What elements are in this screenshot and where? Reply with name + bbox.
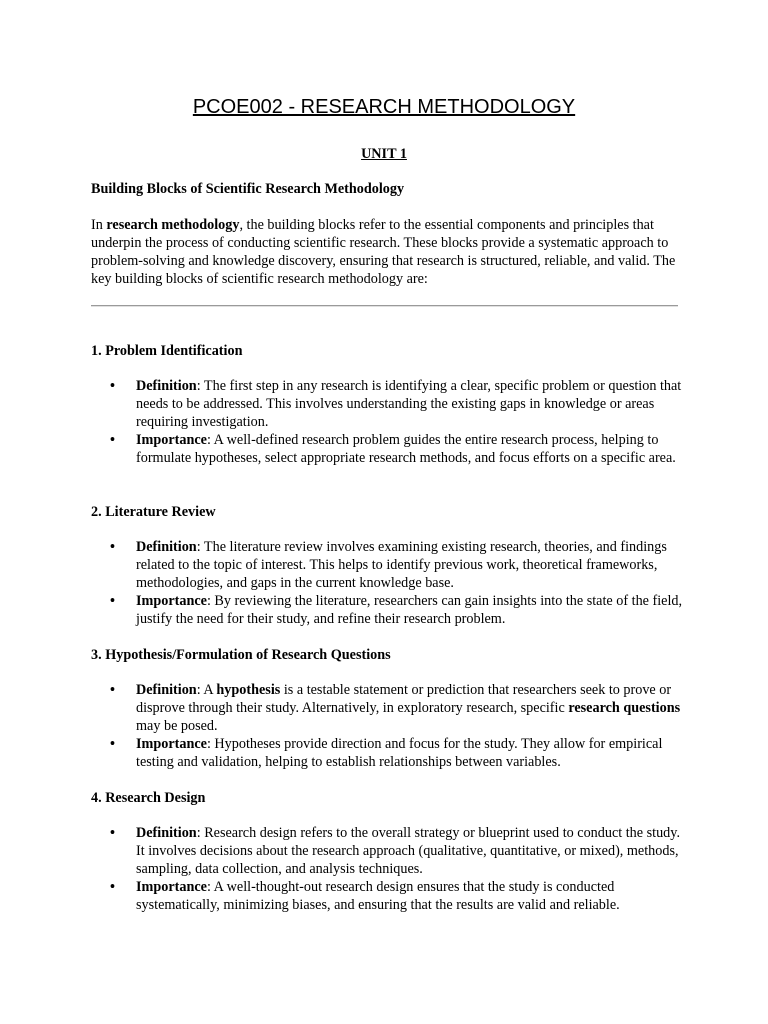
unit-label: UNIT 1: [361, 146, 407, 162]
definition-text-part-3: may be posed.: [136, 718, 218, 734]
section-3-list: [110, 681, 684, 771]
section-heading-research-design: 4. Research Design: [91, 790, 206, 806]
definition-text: : Research design refers to the overall strategy or blueprint used to conduct the study. It involves decisions about the research approach (qualitative, quantitative, or mixed), methods, sampling, data collection, and analysis techniques.: [136, 825, 680, 877]
intro-paragraph: [91, 216, 681, 288]
definition-label: Definition: [136, 825, 197, 841]
hypothesis-term: hypothesis: [216, 682, 281, 698]
horizontal-rule: [91, 305, 678, 307]
definition-label: Definition: [136, 682, 197, 698]
document-title: PCOE002 - RESEARCH METHODOLOGY: [192, 96, 576, 118]
list-item: [110, 431, 684, 467]
bullet-icon: •: [110, 378, 115, 394]
research-questions-term: research questions: [568, 700, 681, 716]
section-4-list: [110, 824, 684, 914]
section-heading-problem-identification: 1. Problem Identification: [91, 343, 243, 359]
list-item: [110, 824, 684, 878]
intro-text: , the building blocks refer to the essential components and principles that underpin the process of conducting scientific research. These blocks provide a systematic approach to problem-solving and knowledge discovery, ensuring that research is structured, reliable, and valid. The key building blocks of scientific research methodology are:: [91, 217, 676, 287]
list-item: [110, 377, 684, 431]
intro-prefix: In: [91, 217, 107, 233]
section-heading-hypothesis: 3. Hypothesis/Formulation of Research Questions: [91, 647, 391, 663]
importance-text: : A well-defined research problem guides the entire research process, helping to formulate hypotheses, select appropriate research methods, and focus efforts on a specific area.: [136, 432, 676, 466]
importance-text: : Hypotheses provide direction and focus for the study. They allow for empirical testing and validation, helping to establish relationships between variables.: [136, 736, 663, 770]
list-item: [110, 735, 684, 771]
definition-text: : The first step in any research is identifying a clear, specific problem or question that needs to be addressed. This involves understanding the existing gaps in knowledge or areas requiring investigation.: [136, 378, 682, 430]
bullet-icon: •: [110, 682, 115, 698]
intro-bold-term: research methodology: [106, 217, 240, 233]
bullet-icon: •: [110, 736, 115, 752]
bullet-icon: •: [110, 432, 115, 448]
importance-label: Importance: [136, 879, 207, 895]
definition-text-part-2: is a testable statement or prediction that researchers seek to prove or disprove through their study. Alternatively, in exploratory research, specific: [136, 682, 672, 716]
bullet-icon: •: [110, 539, 115, 555]
list-item: [110, 878, 684, 914]
section-1-list: [110, 377, 684, 467]
bullet-icon: •: [110, 879, 115, 895]
list-item: [110, 592, 684, 628]
definition-text: : The literature review involves examining existing research, theories, and findings related to the topic of interest. This helps to identify previous work, theoretical frameworks, methodologies, and gaps in the current knowledge base.: [136, 539, 667, 591]
importance-text: : By reviewing the literature, researchers can gain insights into the state of the field, justify the need for their study, and refine their research problem.: [136, 593, 683, 627]
definition-text-part-1: : A: [196, 682, 217, 698]
importance-label: Importance: [136, 736, 207, 752]
importance-text: : A well-thought-out research design ensures that the study is conducted systematically, minimizing biases, and ensuring that the results are valid and reliable.: [136, 879, 620, 913]
main-heading: Building Blocks of Scientific Research Methodology: [91, 181, 405, 197]
list-item: [110, 538, 684, 592]
section-heading-literature-review: 2. Literature Review: [91, 504, 216, 520]
definition-label: Definition: [136, 539, 197, 555]
bullet-icon: •: [110, 593, 115, 609]
importance-label: Importance: [136, 432, 207, 448]
section-2-list: [110, 538, 684, 628]
importance-label: Importance: [136, 593, 207, 609]
bullet-icon: •: [110, 825, 115, 841]
list-item: [110, 681, 684, 735]
definition-label: Definition: [136, 378, 197, 394]
